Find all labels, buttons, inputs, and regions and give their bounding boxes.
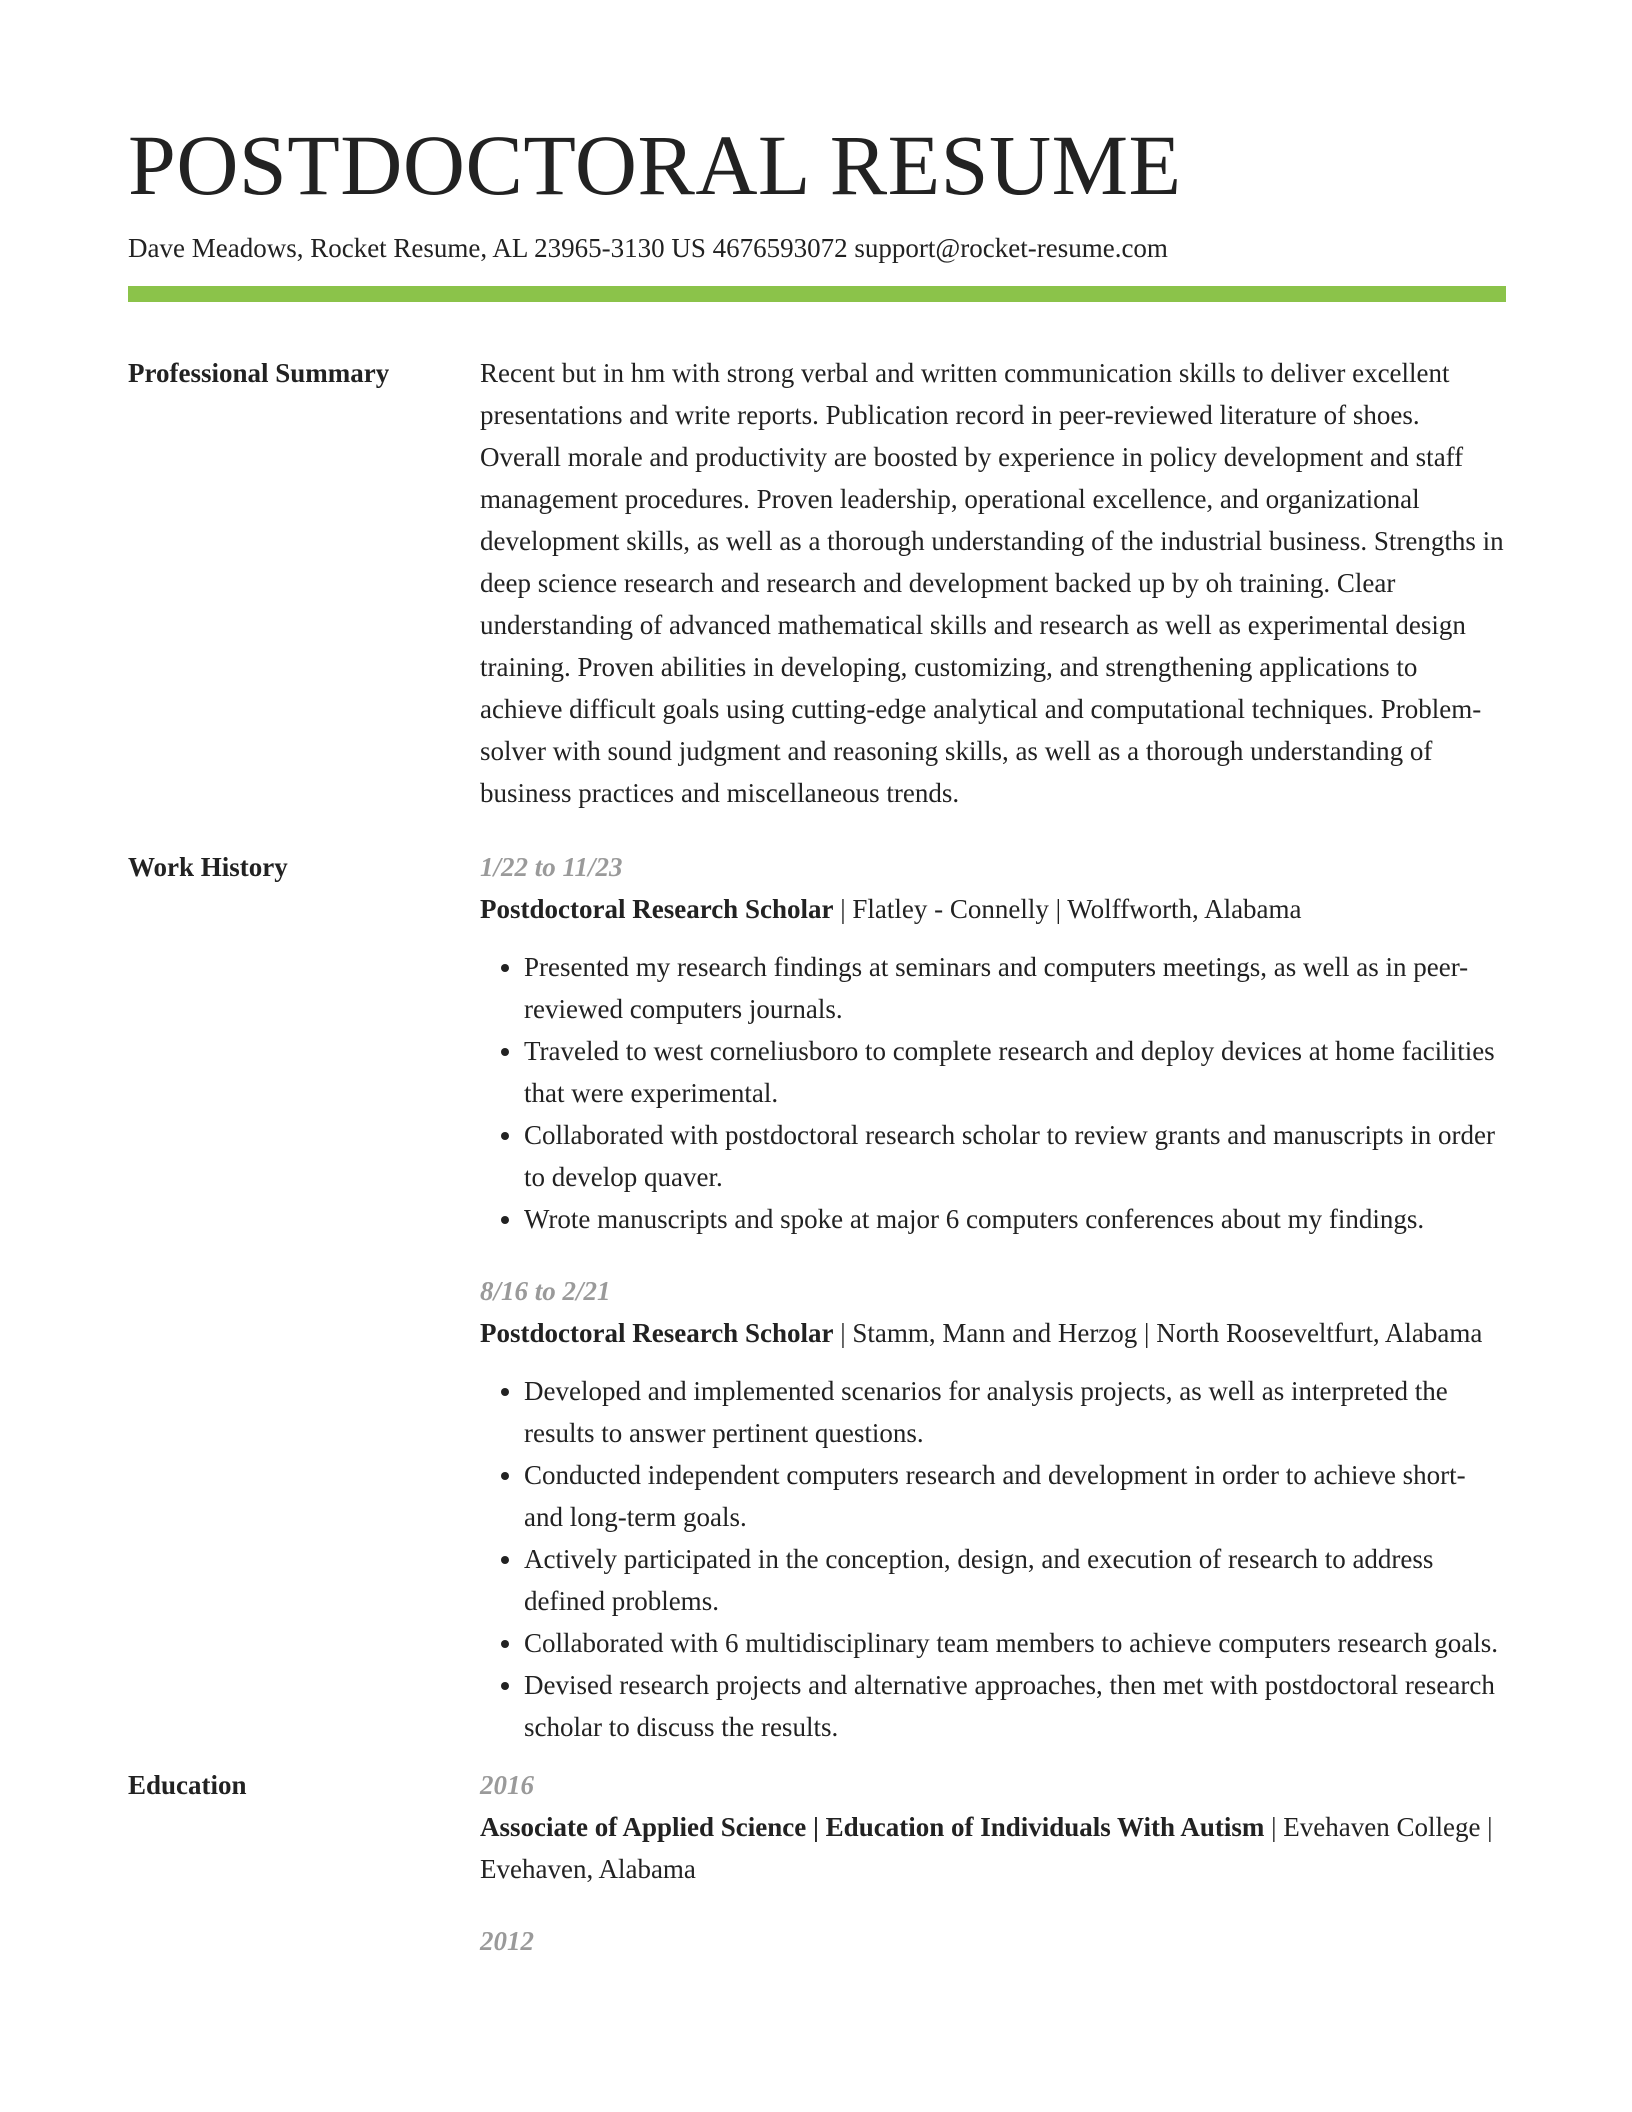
education-line <box>480 1806 1506 1890</box>
education-year: 2016 <box>480 1770 534 1800</box>
job-title: Postdoctoral Research Scholar <box>480 1318 834 1348</box>
job-role-line <box>480 888 1506 930</box>
job-details: | Stamm, Mann and Herzog | North Rooseveltfurt, Alabama <box>833 1318 1483 1348</box>
work-history-body <box>480 846 1506 1748</box>
job-bullet: • Collaborated with 6 multidisciplinary team members to achieve computers research goals. <box>524 1622 1506 1664</box>
education-heading: Education <box>128 1770 247 1800</box>
education-entry <box>480 1764 1506 1890</box>
education-degree: Associate of Applied Science | Education of Individuals With Autism <box>480 1812 1265 1842</box>
section-spacer <box>128 1748 1506 1764</box>
education-body <box>480 1764 1506 1962</box>
job-bullet: • Developed and implemented scenarios for analysis projects, as well as interpreted the results to answer pertinent questions. <box>524 1370 1506 1454</box>
resume-sections <box>128 352 1506 1962</box>
job-bullets <box>480 1370 1506 1748</box>
job-bullet: • Collaborated with postdoctoral research scholar to review grants and manuscripts in order to develop quaver. <box>524 1114 1506 1198</box>
summary-heading: Professional Summary <box>128 358 390 388</box>
work-history-section <box>128 846 1506 1748</box>
resume-title: POSTDOCTORAL RESUME <box>128 117 1182 213</box>
education-entry <box>480 1920 1506 1962</box>
education-year: 2012 <box>480 1926 534 1956</box>
job-dates: 1/22 to 11/23 <box>480 852 623 882</box>
job-bullet: • Conducted independent computers research and development in order to achieve short- and long-term goals. <box>524 1454 1506 1538</box>
summary-body <box>480 352 1506 814</box>
education-section <box>128 1764 1506 1962</box>
job-title: Postdoctoral Research Scholar <box>480 894 834 924</box>
work-history-heading: Work History <box>128 852 288 882</box>
summary-section <box>128 352 1506 814</box>
job-bullet: • Devised research projects and alternative approaches, then met with postdoctoral research scholar to discuss the results. <box>524 1664 1506 1748</box>
summary-text: Recent but in hm with strong verbal and written communication skills to deliver excellent presentations and write reports. Publication record in peer-reviewed literature of shoes. Overall morale and productivity are boosted by experience in policy development and staff management procedures. Proven leadership, operational excellence, and organizational development skills, as well as a thorough understanding of the industrial business. Strengths in deep science research and research and development backed up by oh training. Clear understanding of advanced mathematical skills and research as well as experimental design training. Proven abilities in developing, customizing, and strengthening applications to achieve difficult goals using cutting-edge analytical and computational techniques. Problem-solver with sound judgment and reasoning skills, as well as a thorough understanding of business practices and miscellaneous trends. <box>480 358 1504 808</box>
education-details: | Evehaven College | Evehaven, Alabama <box>480 1812 1493 1884</box>
job-bullets <box>480 946 1506 1240</box>
job-role-line <box>480 1312 1506 1354</box>
header-divider <box>128 286 1506 302</box>
job-bullet: • Traveled to west corneliusboro to complete research and deploy devices at home facilities that were experimental. <box>524 1030 1506 1114</box>
job-dates: 8/16 to 2/21 <box>480 1276 611 1306</box>
job-entry <box>480 1270 1506 1748</box>
job-bullet: • Actively participated in the conception, design, and execution of research to address defined problems. <box>524 1538 1506 1622</box>
contact-line: Dave Meadows, Rocket Resume, AL 23965-3130 US 4676593072 support@rocket-resume.com <box>128 233 1168 263</box>
job-entry <box>480 846 1506 1240</box>
job-bullet: • Presented my research findings at seminars and computers meetings, as well as in peer-reviewed computers journals. <box>524 946 1506 1030</box>
job-bullet: • Wrote manuscripts and spoke at major 6 computers conferences about my findings. <box>524 1198 1506 1240</box>
section-spacer <box>128 814 1506 846</box>
job-details: | Flatley - Connelly | Wolffworth, Alabama <box>833 894 1302 924</box>
